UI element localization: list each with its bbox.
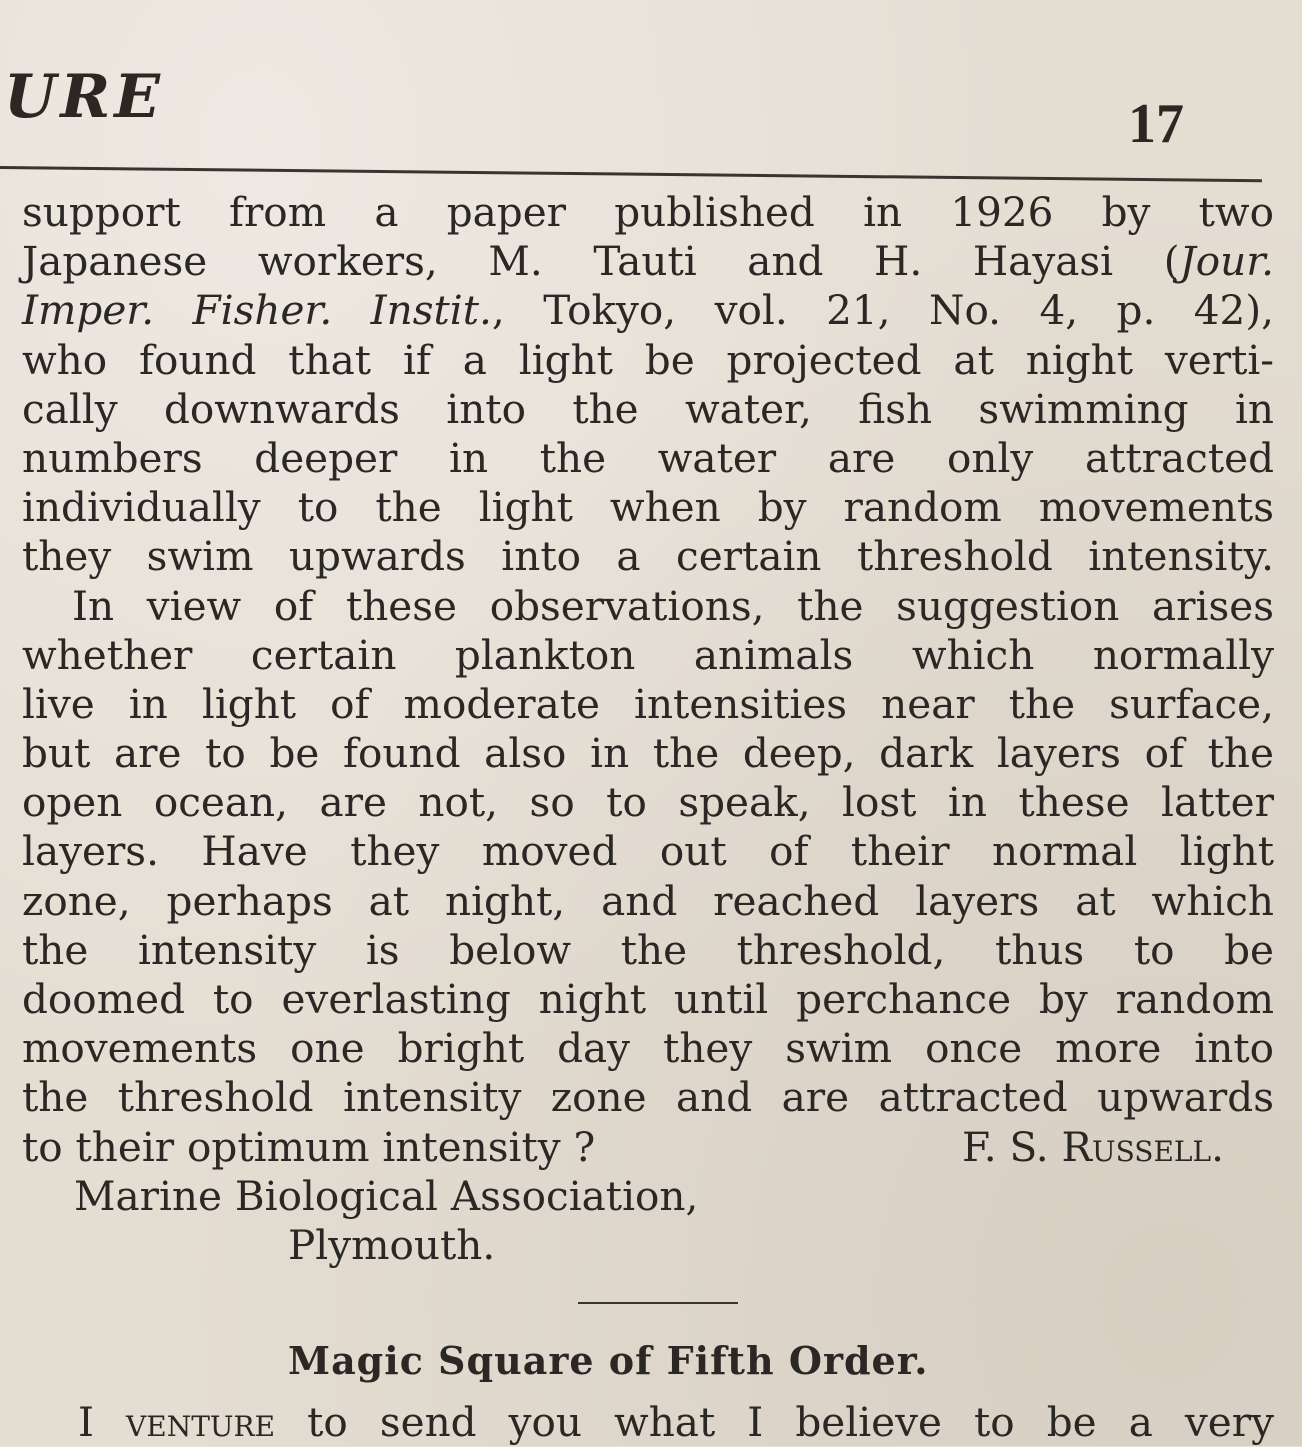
text-line: whether certain plankton animals which normally <box>22 630 1274 679</box>
article-title: Magic Square of Fifth Order. <box>288 1338 929 1383</box>
article-opening-line <box>78 1398 1274 1447</box>
text-line: open ocean, are not, so to speak, lost in these latter <box>22 778 1274 827</box>
citation-italic: Jour. <box>1179 237 1274 286</box>
running-head: URE <box>4 62 164 132</box>
text-line: who found that if a light be projected at night verti- <box>22 335 1274 384</box>
text-column <box>22 188 1274 1270</box>
section-divider <box>578 1302 738 1304</box>
text-line: numbers deeper in the water are only attracted <box>22 433 1274 482</box>
text-line: movements one bright day they swim once more into <box>22 1024 1274 1073</box>
paragraph-1 <box>22 188 1274 582</box>
paragraph-2 <box>22 582 1274 1172</box>
text-line: Imper. Fisher. Instit., Tokyo, vol. 21, No. 4, p. 42), <box>22 286 1274 335</box>
author-city: Plymouth. <box>288 1220 496 1269</box>
text-line: doomed to everlasting night until perchance by random <box>22 975 1274 1023</box>
author-signature: F. S. Russell. <box>961 1122 1224 1171</box>
text-line: they swim upwards into a certain threshold intensity. <box>22 532 1274 581</box>
page-number: 17 <box>1128 93 1184 155</box>
citation-italic: Imper. Fisher. Instit. <box>22 286 492 335</box>
author-institution: Marine Biological Association, <box>74 1171 699 1220</box>
text-line: cally downwards into the water, fish swimming in <box>22 384 1274 433</box>
text-line: support from a paper published in 1926 by two <box>22 188 1274 236</box>
text-line: layers. Have they moved out of their normal light <box>22 827 1274 876</box>
opening-text: to send you what I believe to be a very <box>275 1398 1275 1446</box>
text-line: individually to the light when by random movements <box>22 483 1274 532</box>
text-line: the threshold intensity zone and are attracted upwards <box>22 1073 1274 1122</box>
final-text-line: to their optimum intensity ? <box>22 1122 596 1171</box>
header-rule <box>0 166 1262 182</box>
opening-smallcaps: I venture <box>78 1398 276 1446</box>
text-line: In view of these observations, the suggestion arises <box>72 581 1274 630</box>
closing-line <box>22 1123 1274 1172</box>
text-line: the intensity is below the threshold, thus to be <box>22 925 1274 974</box>
text-line: Japanese workers, M. Tauti and H. Hayasi (Jour. <box>22 237 1274 286</box>
text-line: but are to be found also in the deep, dark layers of the <box>22 729 1274 778</box>
text-line: zone, perhaps at night, and reached layers at which <box>22 876 1274 925</box>
text-line: live in light of moderate intensities near the surface, <box>22 679 1274 728</box>
